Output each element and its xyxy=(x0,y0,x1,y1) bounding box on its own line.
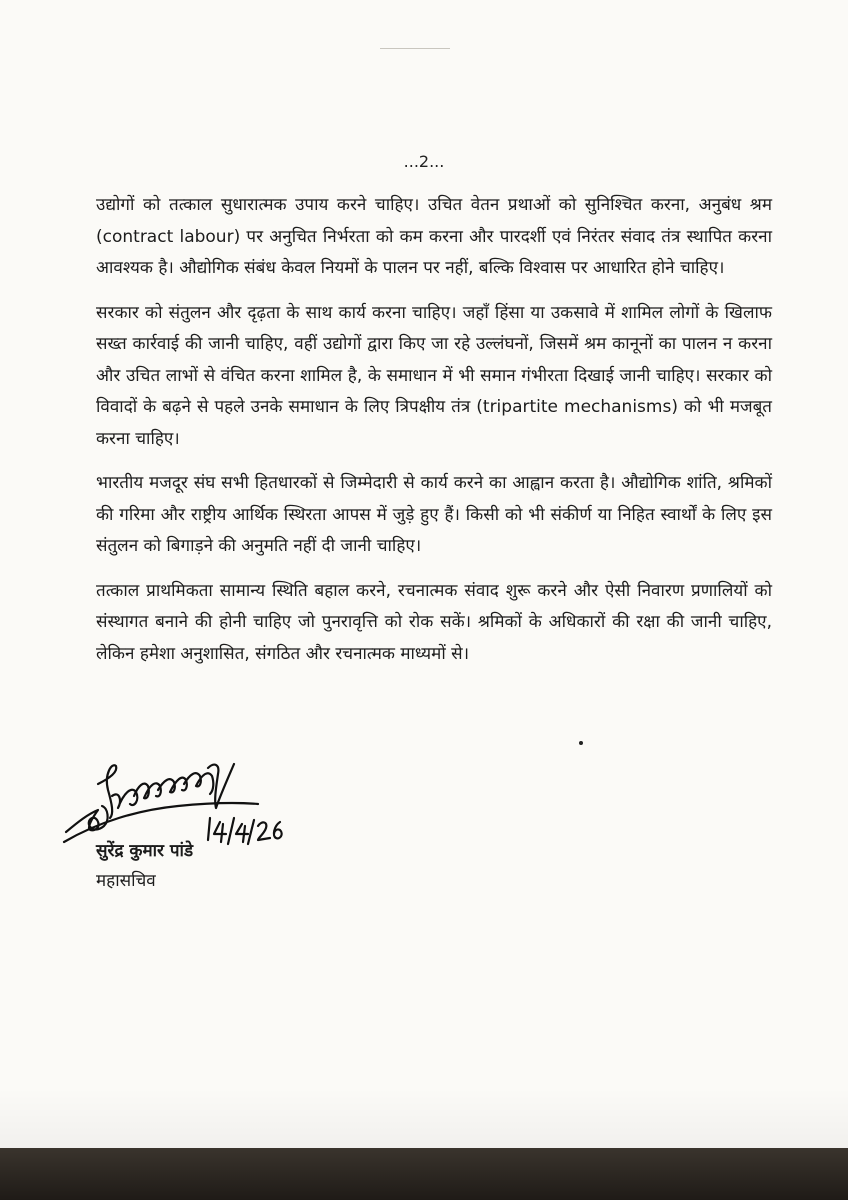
paragraph-3: भारतीय मजदूर संघ सभी हितधारकों से जिम्मेदारी से कार्य करने का आह्वान करता है। औद्योगिक शांति, श्रमिकों की गरिमा और राष्ट्रीय आर्थिक स्थिरता आपस में जुड़े हुए हैं। किसी को भी संकीर्ण या निहित स्वार्थों के लिए इस संतुलन को बिगाड़ने की अनुमति नहीं दी जानी चाहिए। xyxy=(96,473,772,556)
paragraph-2: सरकार को संतुलन और दृढ़ता के साथ कार्य करना चाहिए। जहाँ हिंसा या उकसावे में शामिल लोगों के खिलाफ सख्त कार्रवाई की जानी चाहिए, वहीं उद्योगों द्वारा किए जा रहे उल्लंघनों, जिसमें श्रम कानूनों का पालन न करना और उचित लाभों से वंचित करना शामिल है, के समाधान में भी समान गंभीरता दिखाई जानी चाहिए। सरकार को विवादों के बढ़ने से पहले उनके समाधान के लिए त्रिपक्षीय तंत्र (tripartite mechanisms) को भी मजबूत करना चाहिए। xyxy=(96,302,772,449)
fold-mark xyxy=(380,48,450,49)
ink-dot xyxy=(579,741,583,745)
signer-name: सुरेंद्र कुमार पांडे xyxy=(96,841,194,861)
page-number: ...2... xyxy=(403,152,445,171)
paragraph-1: उद्योगों को तत्काल सुधारात्मक उपाय करने चाहिए। उचित वेतन प्रथाओं को सुनिश्चित करना, अनुबंध श्रम (contract labour) पर अनुचित निर्भरता को कम करना और पारदर्शी एवं निरंतर संवाद तंत्र स्थापित करना आवश्यक है। औद्योगिक संबंध केवल नियमों के पालन पर नहीं, बल्कि विश्वास पर आधारित होने चाहिए। xyxy=(96,195,772,278)
signer-title: महासचिव xyxy=(96,871,156,891)
background-edge xyxy=(0,1148,848,1200)
letter-body xyxy=(96,190,772,683)
paragraph-4: तत्काल प्राथमिकता सामान्य स्थिति बहाल करने, रचनात्मक संवाद शुरू करने और ऐसी निवारण प्रणालियों को संस्थागत बनाने की होनी चाहिए जो पुनरावृत्ति को रोक सकें। श्रमिकों के अधिकारों की रक्षा की जानी चाहिए, लेकिन हमेशा अनुशासित, संगठित और रचनात्मक माध्यमों से। xyxy=(96,580,772,664)
